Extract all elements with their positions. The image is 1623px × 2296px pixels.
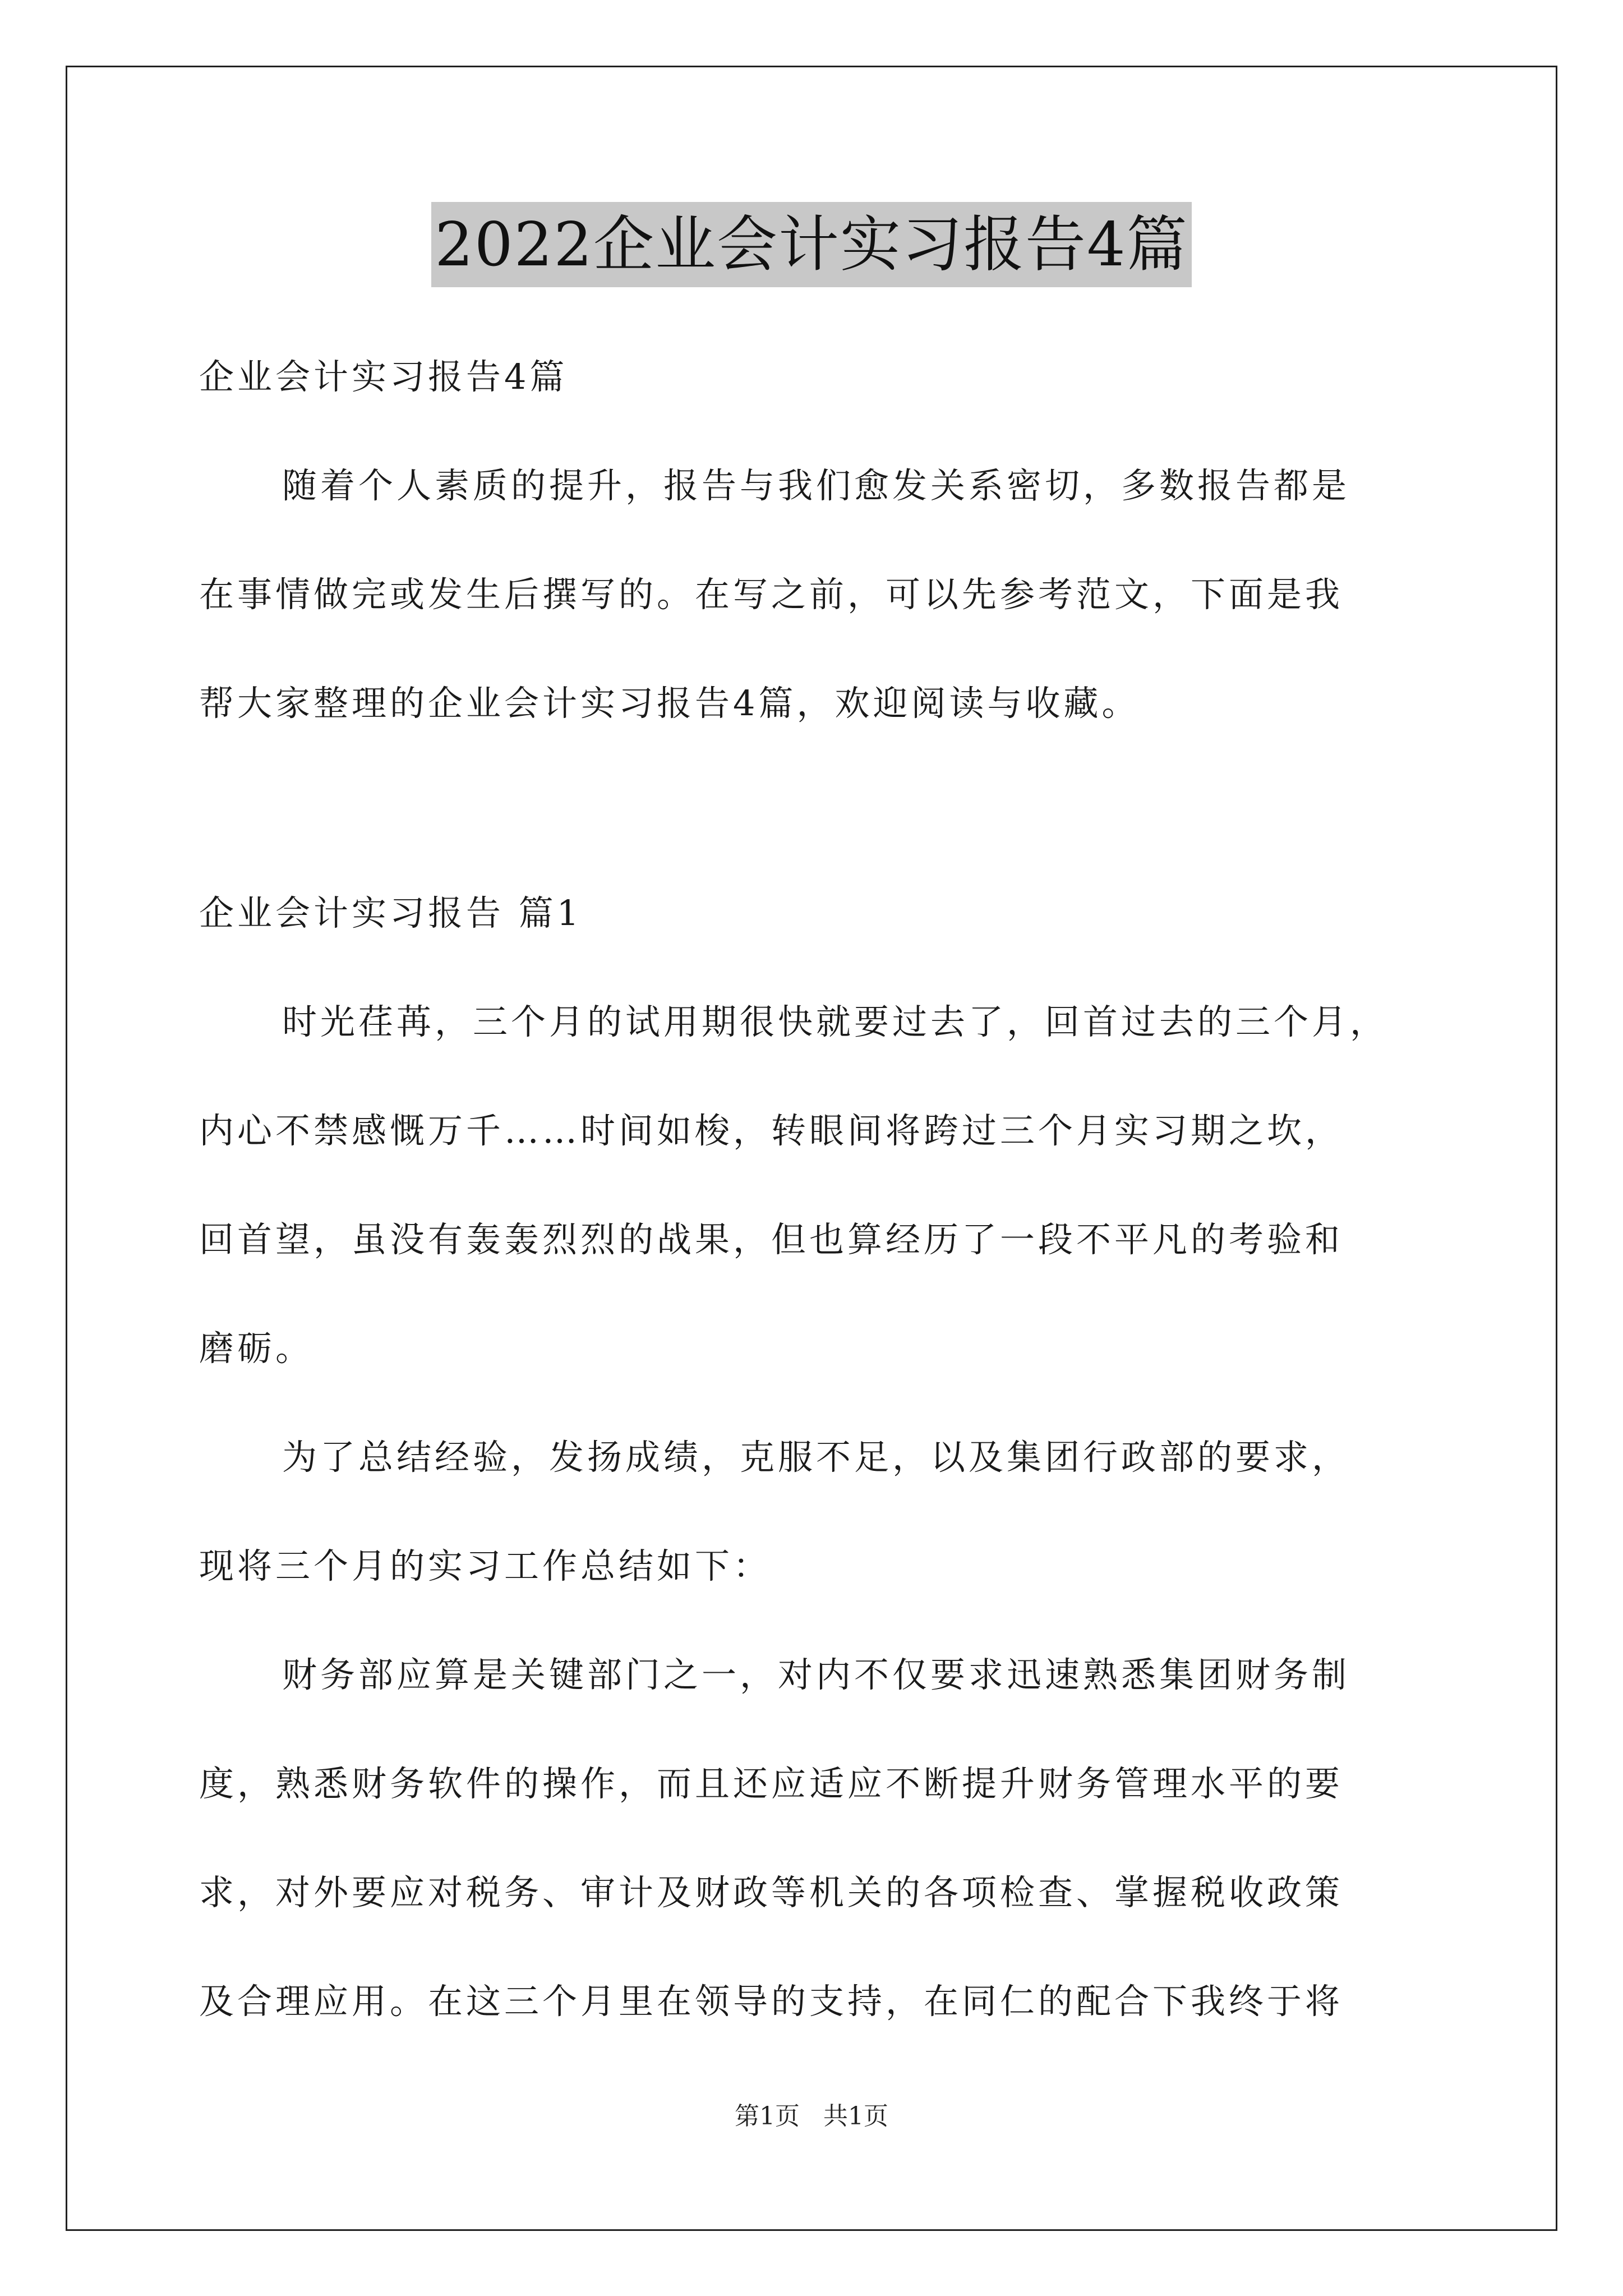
page-footer — [0, 2101, 1623, 2132]
para1-line-4: 磨砺。 — [199, 1328, 314, 1369]
para1-line-3: 回首望，虽没有轰轰烈烈的战果，但也算经历了一段不平凡的考验和 — [199, 1219, 1344, 1260]
para2-line-1: 为了总结经验，发扬成绩，克服不足，以及集团行政部的要求， — [282, 1437, 1350, 1478]
page-number: 第1页 — [735, 2102, 800, 2131]
para3-line-3: 求，对外要应对税务、审计及财政等机关的各项检查、掌握税收政策 — [199, 1872, 1344, 1913]
title-container — [0, 202, 1623, 287]
document-subtitle: 企业会计实习报告4篇 — [199, 356, 568, 397]
para3-line-2: 度，熟悉财务软件的操作，而且还应适应不断提升财务管理水平的要 — [199, 1763, 1344, 1804]
intro-line-2: 在事情做完或发生后撰写的。在写之前，可以先参考范文，下面是我 — [199, 574, 1344, 615]
para2-line-2: 现将三个月的实习工作总结如下： — [199, 1545, 772, 1586]
section-heading: 企业会计实习报告 篇1 — [199, 892, 583, 933]
intro-line-3: 帮大家整理的企业会计实习报告4篇，欢迎阅读与收藏。 — [199, 683, 1140, 724]
page-total: 共1页 — [823, 2102, 888, 2131]
para1-line-2: 内心不禁感慨万千……时间如梭，转眼间将跨过三个月实习期之坎， — [199, 1110, 1344, 1151]
intro-line-1: 随着个人素质的提升，报告与我们愈发关系密切，多数报告都是 — [282, 465, 1350, 506]
para1-line-1: 时光荏苒，三个月的试用期很快就要过去了，回首过去的三个月， — [282, 1001, 1389, 1042]
para3-line-4: 及合理应用。在这三个月里在领导的支持，在同仁的配合下我终于将 — [199, 1981, 1344, 2022]
document-title: 2022企业会计实习报告4篇 — [431, 202, 1192, 287]
para3-line-1: 财务部应算是关键部门之一，对内不仅要求迅速熟悉集团财务制 — [282, 1654, 1350, 1695]
